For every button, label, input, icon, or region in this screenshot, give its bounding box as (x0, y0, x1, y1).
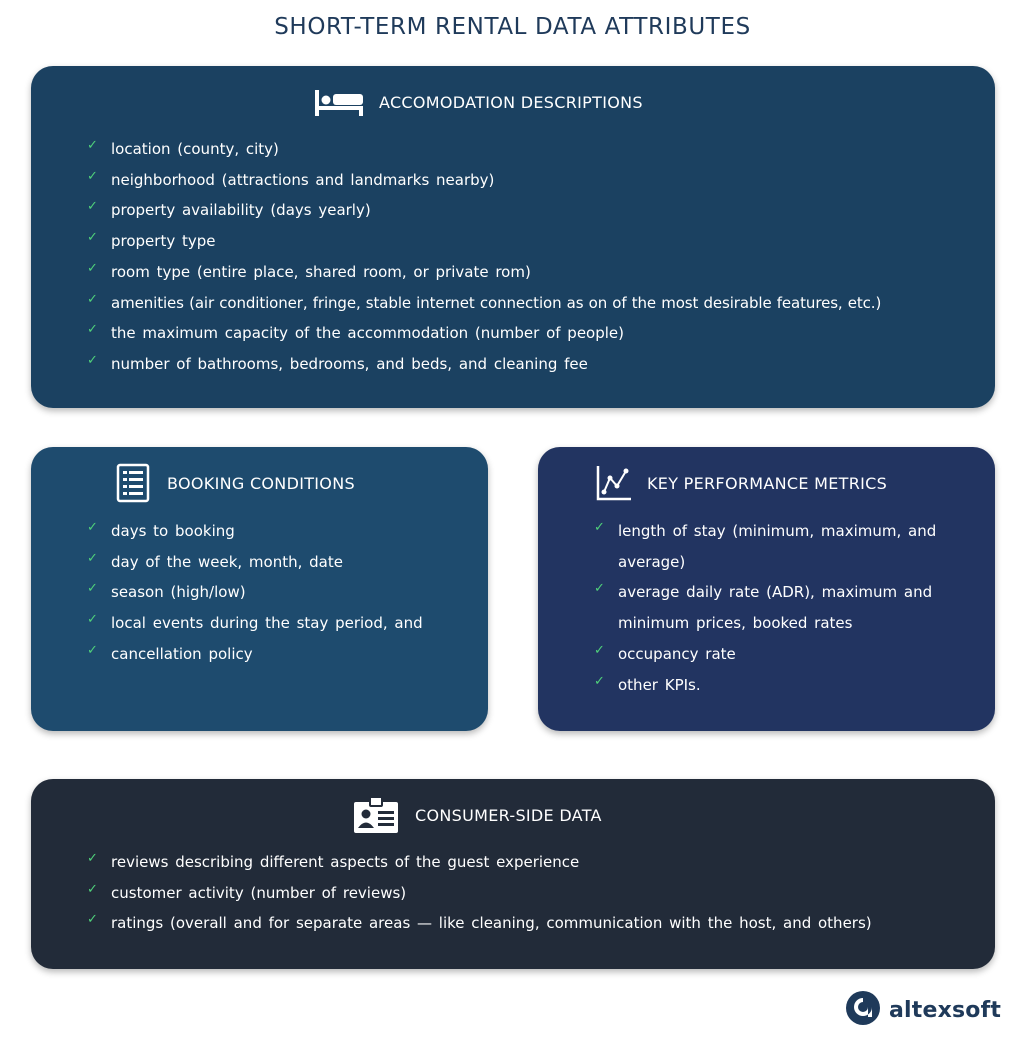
check-icon: ✓ (87, 199, 98, 215)
consumer-card (31, 779, 995, 969)
kpi-list (594, 516, 944, 700)
list-item: ✓ day of the week, month, date (87, 547, 477, 578)
check-icon: ✓ (87, 912, 98, 928)
check-icon: ✓ (594, 581, 605, 597)
accommodation-heading: ACCOMODATION DESCRIPTIONS (379, 92, 643, 112)
check-icon: ✓ (87, 291, 98, 307)
list-item: ✓ amenities (air conditioner, fringe, stable internet connection as on of the most desirable features, etc.) (87, 288, 977, 319)
altexsoft-logo-icon (845, 990, 881, 1030)
kpi-header (593, 463, 887, 503)
list-item: ✓ neighborhood (attractions and landmarks nearby) (87, 165, 977, 196)
list-item: ✓ property type (87, 226, 977, 257)
booking-header (111, 463, 355, 503)
check-icon: ✓ (87, 851, 98, 866)
booking-heading: BOOKING CONDITIONS (167, 473, 355, 493)
check-icon: ✓ (87, 138, 98, 153)
check-icon: ✓ (594, 642, 605, 658)
consumer-header (349, 795, 602, 835)
check-icon: ✓ (87, 642, 98, 658)
page-title: SHORT-TERM RENTAL DATA ATTRIBUTES (274, 14, 751, 40)
list-item: ✓ local events during the stay period, and (87, 608, 477, 639)
accommodation-card (31, 66, 995, 408)
bed-icon (313, 82, 367, 122)
booking-list (87, 516, 477, 670)
id-card-icon (349, 795, 403, 835)
list-item: ✓ room type (entire place, shared room, or private rom) (87, 257, 977, 288)
check-icon: ✓ (87, 612, 98, 628)
kpi-heading: KEY PERFORMANCE METRICS (647, 473, 888, 493)
list-item: ✓ length of stay (minimum, maximum, and average) (594, 516, 944, 577)
consumer-list (87, 847, 977, 939)
list-item: ✓ occupancy rate (594, 639, 944, 670)
check-icon: ✓ (594, 673, 605, 689)
list-item: ✓ the maximum capacity of the accommodation (number of people) (87, 318, 977, 349)
check-icon: ✓ (87, 550, 98, 566)
booking-card (31, 447, 488, 731)
kpi-card (538, 447, 995, 731)
check-icon: ✓ (87, 168, 98, 184)
list-item: ✓ customer activity (number of reviews) (87, 878, 977, 909)
list-item: ✓ average daily rate (ADR), maximum and minimum prices, booked rates (594, 577, 944, 638)
check-icon: ✓ (87, 322, 98, 338)
list-item: ✓ reviews describing different aspects of the guest experience (87, 847, 977, 878)
consumer-heading: CONSUMER-SIDE DATA (415, 805, 602, 825)
check-icon: ✓ (594, 520, 605, 535)
accommodation-list (87, 134, 977, 380)
list-item: ✓ days to booking (87, 516, 477, 547)
logo-text: altexsoft (889, 997, 1002, 1023)
list-item: ✓ number of bathrooms, bedrooms, and beds, and cleaning fee (87, 349, 977, 380)
list-item: ✓ location (county, city) (87, 134, 977, 165)
altexsoft-logo (845, 990, 1001, 1030)
check-icon: ✓ (87, 581, 98, 597)
line-chart-icon (593, 463, 635, 503)
list-item: ✓ property availability (days yearly) (87, 195, 977, 226)
list-item: ✓ season (high/low) (87, 577, 477, 608)
list-item: ✓ other KPIs. (594, 670, 944, 701)
list-item: ✓ ratings (overall and for separate areas — like cleaning, communication with the host, and others) (87, 908, 977, 939)
list-item: ✓ cancellation policy (87, 639, 477, 670)
check-icon: ✓ (87, 260, 98, 276)
check-icon: ✓ (87, 881, 98, 897)
check-icon: ✓ (87, 520, 98, 535)
checklist-icon (111, 463, 155, 503)
check-icon: ✓ (87, 352, 98, 368)
accommodation-header (313, 82, 643, 122)
check-icon: ✓ (87, 230, 98, 246)
